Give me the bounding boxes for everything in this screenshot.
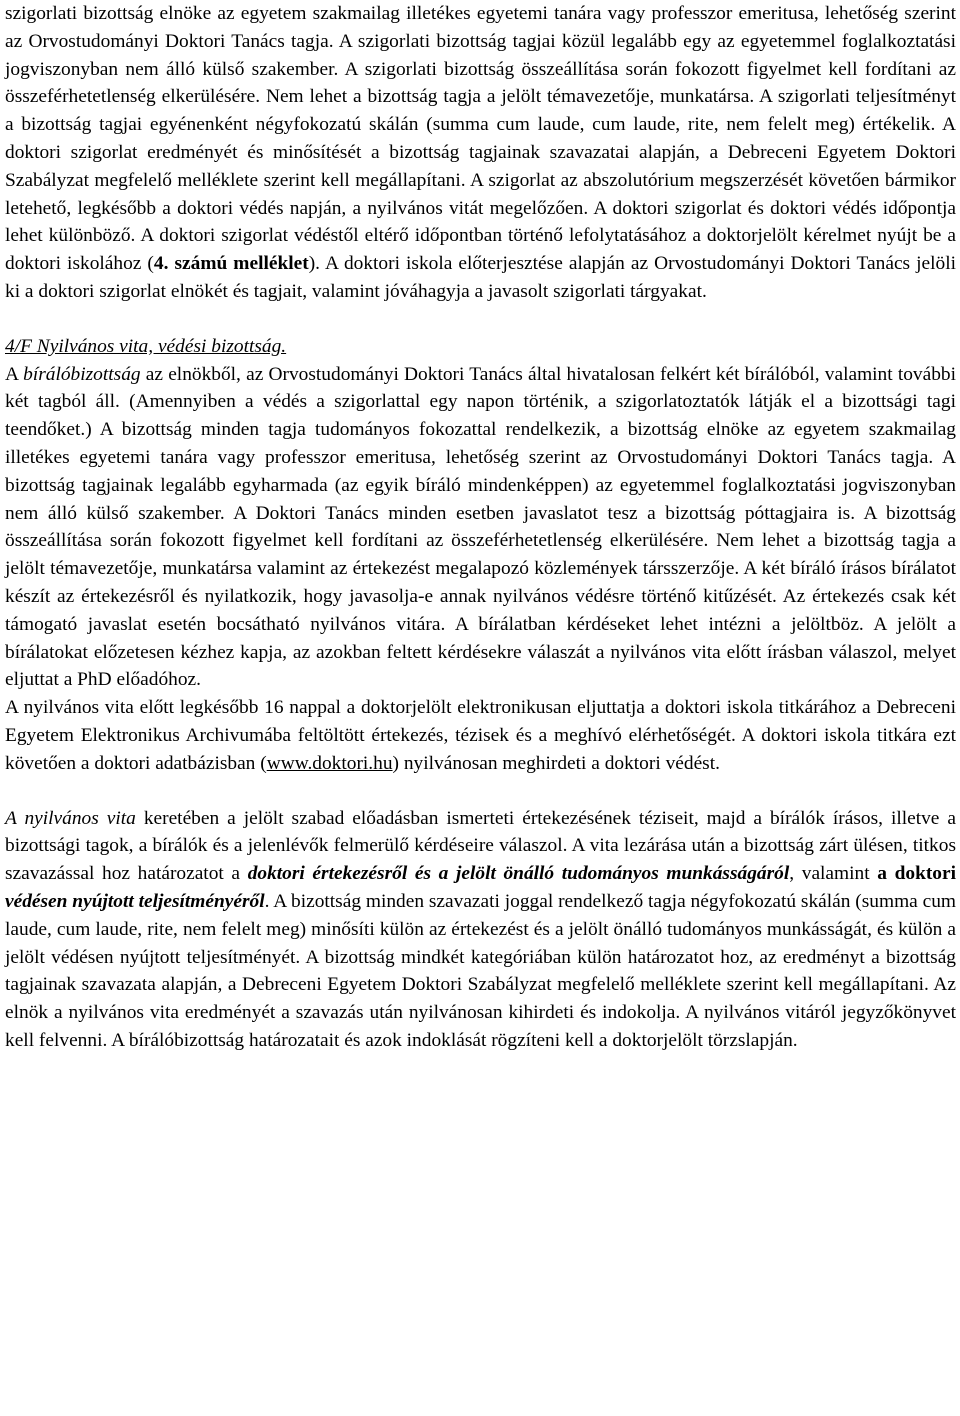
paragraph-nyilvanos-vita-elott <box>5 694 956 777</box>
paragraph-text: A <box>5 363 24 385</box>
paragraph-nyilvanos-vita <box>5 805 956 1055</box>
paragraph-text: . A bizottság minden szavazati joggal rendelkező tagja négyfokozatú skálán (summa cum laude, cum laude, rite, nem felelt meg) minősíti külön az értekezést és a jelölt önálló tudományos munkásságát, és külön a jelölt védésen nyújtott teljesítményét. A bizottság mindkét kategóriában külön határozatot hoz, az eredményt a bizottság tagjainak szavazata alapján, a Debreceni Egyetem Doktori Szabályzat megfelelő melléklete szerint kell megállapítani. Az elnök a nyilvános vita eredményét a szavazás után nyilvánosan kihirdeti és indokolja. A nyilvános vitáról jegyzőkönyvet kell felvenni. A bírálóbizottság határozatait és azok indoklását rögzíteni kell a doktorjelölt törzslapján. <box>5 890 956 1051</box>
paragraph-text: az elnökből, az Orvostudományi Doktori Tanács által hivatalosan felkért két bírálóból, valamint további két tagból áll. (Amennyiben a védés a szigorlattal egy napon történik, a szigorlatoztatók látják el a bizottsági tagi teendőket.) A bizottság minden tagja tudományos fokozattal rendelkezik, a bizottság elnöke az egyetem szakmailag illetékes egyetemi tanára vagy professzor emeritusa, lehetőség szerint az Orvostudományi Doktori Tanács tagja. A bizottság tagjainak legalább egyharmada (az egyik bíráló mindenképpen) az egyetemmel foglalkoztatási jogviszonyban nem álló külső szakember. A Doktori Tanács minden esetben javaslatot tesz a bizottság póttagjaira is. A bizottság összeállítása során fokozott figyelmet kell fordítani az összeférhetetlenség elkerülésére. Nem lehet a bizottság tagja a jelölt témavezetője, munkatársa valamint az értekezést megalapozó közlemények társszerzője. A két bíráló írásos bírálatot készít az értekezésről és nyilatkozik, hogy javasolja-e annak nyilvános védésre történő kitűzését. Az értekezés csak két támogató javaslat esetén bocsátható nyilvános vitára. A bírálatban kérdéseket lehet intézni a jelöltböz. A jelölt a bírálatokat előzetesen kézhez kapja, az azokban feltett kérdésekre válaszát a nyilvános vita előtt írásban válaszol, melyet eljuttat a PhD előadóhoz. <box>5 363 956 691</box>
paragraph-text: A nyilvános vita előtt legkésőbb 16 nappal a doktorjelölt elektronikusan eljuttatja a doktori iskola titkárához a Debreceni Egyetem Elektronikus Archivumába feltöltött értekezés, tézisek és a meghívó elérhetőségét. A doktori iskola titkára ezt követően a doktori adatbázisban ( <box>5 697 956 774</box>
section-heading-text: 4/F Nyilvános vita, védési bizottság. <box>5 335 287 357</box>
paragraph-text: ). A doktori iskola előterjesztése alapján az Orvostudományi Doktori Tanács jelöli ki a doktori szigorlat elnökét és tagjait, valamint jóváhagyja a javasolt szigorlati tárgyakat. <box>5 253 956 302</box>
paragraph-text: , valamint <box>789 863 878 885</box>
doktori-link[interactable]: www.doktori.hu <box>266 752 393 774</box>
emphasized-phrase: doktori értekezésről és a jelölt önálló tudományos munkásságáról <box>247 863 790 885</box>
appendix-reference: 4. számú melléklet <box>153 253 309 275</box>
paragraph-szigorlati-bizottsag <box>5 0 956 306</box>
bold-phrase: a doktori <box>877 863 956 885</box>
paragraph-text: szigorlati bizottság elnöke az egyetem szakmailag illetékes egyetemi tanára vagy professzor emeritusa, lehetőség szerint az Orvostudományi Doktori Tanács tagja. A szigorlati bizottság tagjai közül legalább egy az egyetemmel foglalkoztatási jogviszonyban nem álló külső szakember. A szigorlati bizottság összeállítása során fokozott figyelmet kell fordítani az összeférhetetlenség elkerülésére. Nem lehet a bizottság tagja a jelölt témavezetője, munkatársa. A szigorlati teljesítményt a bizottság tagjai egyénenként négyfokozatú skálán (summa cum laude, cum laude, rite, nem felelt meg) értékelik. A doktori szigorlat eredményét és minősítését a bizottság tagjainak szavazatai alapján, a Debreceni Egyetem Doktori Szabályzat megfelelő melléklete szerint kell megállapítani. A szigorlat az abszolutórium megszerzését követően bármikor letehető, legkésőbb a doktori védés napján, a nyilvános vitát megelőzően. A doktori szigorlat és doktori védés időpontja lehet különböző. A doktori szigorlat védéstől eltérő időpontban történő lefolytatásához a doktorjelölt kérelmet nyújt be a doktori iskolához ( <box>5 3 956 275</box>
section-heading <box>5 333 956 361</box>
emphasized-phrase: védésen nyújtott teljesítményéről <box>5 890 265 912</box>
paragraph-text: keretében a jelölt szabad előadásban ismerteti értekezésének téziseit, majd a bírálók írásos, illetve a bizottsági tagok, a bírálók és a jelenlévők felmerülő kérdéseire válaszol. A vita lezárása után a bizottság zárt ülésen, titkos szavazással hoz határozatot a <box>5 807 956 885</box>
paragraph-text: ) nyilvánosan meghirdeti a doktori védést. <box>392 752 720 774</box>
emphasized-term: bírálóbizottság <box>23 363 141 385</box>
paragraph-biralobizottsag <box>5 361 956 695</box>
emphasized-term: A nyilvános vita <box>5 807 136 829</box>
